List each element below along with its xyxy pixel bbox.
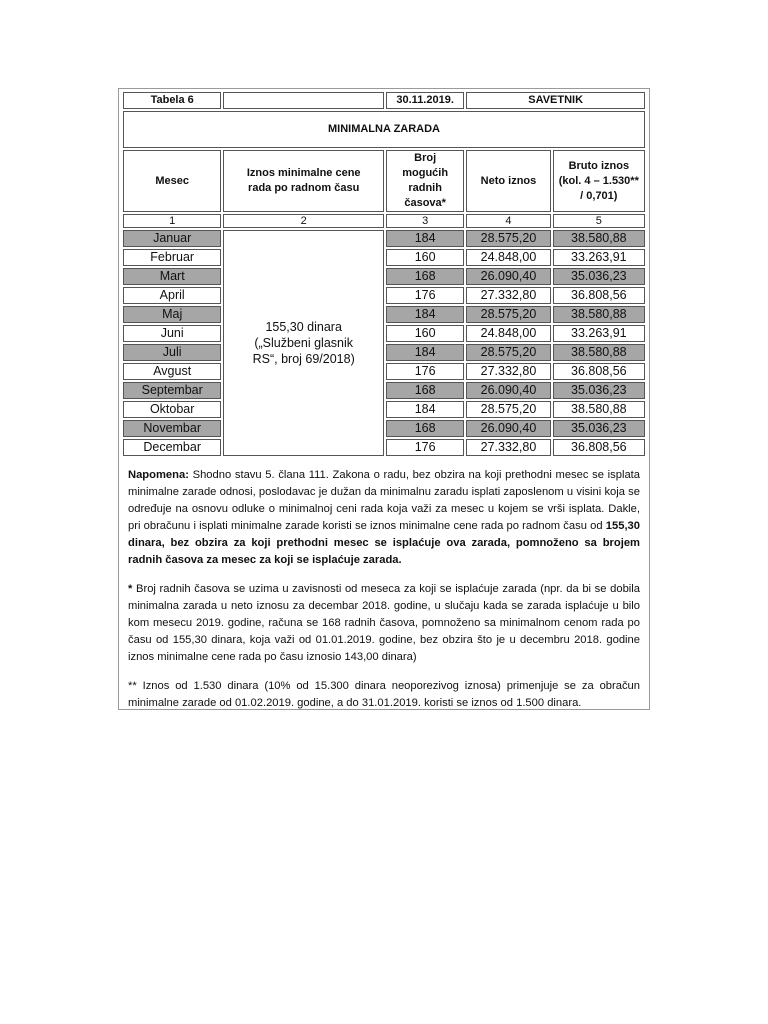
note-text: Shodno stavu 5. člana 111. Zakona o radu, bez obzira na koji prethodni mesec se isplata minimalne zarade odnosi, poslodavac je dužan da minimalnu zaradu isplati zaposlenom u visini koja se određuje na osnovu odluke o minimalnoj ceni rada koja važi za mesec u kojem se vrši isplata. Dakle, pri obračunu i isplati minimalne zarade koristi se iznos minimalne cene rada po radnom času od [128,469,640,532]
neto-cell: 27.332,80 [466,363,550,380]
table-row [123,306,645,323]
neto-cell: 28.575,20 [466,306,550,323]
hours-cell: 184 [386,306,464,323]
hours-cell: 184 [386,401,464,418]
month-cell: Januar [123,230,221,247]
table-row [123,325,645,342]
bruto-cell: 36.808,56 [553,439,645,456]
hours-cell: 168 [386,268,464,285]
month-cell: Septembar [123,382,221,399]
column-number: 1 [123,214,221,228]
header-empty-cell [223,92,384,109]
table-row [123,363,645,380]
column-header-row [123,150,645,212]
table-row [123,344,645,361]
note-asterisk-text: Broj radnih časova se uzima u zavisnosti od meseca za koji se isplaćuje zarada (npr. da bi se dobila minimalna zarada u neto iznosu za decembar 2018. godine, u slučaju kada se zarada isplaćuje u bilo kom mesecu 2019. godine, računa se 168 radnih časova, pomnoženo sa minimalnom cenom rada po času od 155,30 dinara, koja važi od 01.01.2019. godine, bez obzira što je u decembru 2018. godine iznos minimalne cene rada po času iznosio 143,00 dinara) [128,583,640,663]
month-cell: Novembar [123,420,221,437]
hours-cell: 184 [386,230,464,247]
month-cell: Februar [123,249,221,266]
neto-cell: 27.332,80 [466,439,550,456]
table-row [123,439,645,456]
header-row [123,92,645,109]
column-header-month: Mesec [123,150,221,212]
table-row [123,401,645,418]
note-main [128,467,640,569]
neto-cell: 24.848,00 [466,249,550,266]
hours-cell: 160 [386,249,464,266]
month-cell: Juni [123,325,221,342]
table-title: MINIMALNA ZARADA [123,111,645,148]
bruto-cell: 38.580,88 [553,230,645,247]
hours-cell: 176 [386,363,464,380]
neto-cell: 28.575,20 [466,344,550,361]
bruto-cell: 38.580,88 [553,344,645,361]
bruto-cell: 35.036,23 [553,382,645,399]
bruto-cell: 38.580,88 [553,306,645,323]
bruto-cell: 35.036,23 [553,420,645,437]
column-header-bruto: Bruto iznos (kol. 4 – 1.530** / 0,701) [553,150,645,212]
title-row [123,111,645,148]
note-label: Napomena: [128,469,189,481]
document-page [118,88,650,710]
neto-cell: 28.575,20 [466,230,550,247]
month-cell: April [123,287,221,304]
merged-rate-cell: 155,30 dinara („Službeni glasnik RS“, broj 69/2018) [223,230,384,456]
header-date: 30.11.2019. [386,92,464,109]
month-cell: Juli [123,344,221,361]
bruto-cell: 36.808,56 [553,287,645,304]
notes-section [128,467,640,724]
note-double-asterisk-text: ** Iznos od 1.530 dinara (10% od 15.300 dinara neoporezivog iznosa) primenjuje se za obračun minimalne zarade od 01.02.2019. godine, a do 31.01.2019. koristi se iznos od 1.500 dinara. [128,680,640,709]
bruto-cell: 33.263,91 [553,325,645,342]
month-cell: Mart [123,268,221,285]
bruto-cell: 38.580,88 [553,401,645,418]
bruto-cell: 36.808,56 [553,363,645,380]
note-asterisk [128,581,640,666]
column-number: 5 [553,214,645,228]
month-cell: Oktobar [123,401,221,418]
table-row [123,287,645,304]
column-header-hours: Broj mogućih radnih časova* [386,150,464,212]
header-table-number: Tabela 6 [123,92,221,109]
column-number: 3 [386,214,464,228]
table-row [123,382,645,399]
note-double-asterisk [128,678,640,712]
month-cell: Decembar [123,439,221,456]
neto-cell: 28.575,20 [466,401,550,418]
column-number-row [123,214,645,228]
neto-cell: 26.090,40 [466,420,550,437]
hours-cell: 168 [386,420,464,437]
neto-cell: 27.332,80 [466,287,550,304]
table-row [123,249,645,266]
neto-cell: 24.848,00 [466,325,550,342]
hours-cell: 184 [386,344,464,361]
column-header-rate: Iznos minimalne cene rada po radnom času [223,150,384,212]
note-bold-text: 155,30 dinara, bez obzira za koji prethodni mesec se isplaćuje ova zarada, pomnoženo sa brojem radnih časova za mesec za koji se isplaćuje zarada. [128,520,640,566]
hours-cell: 168 [386,382,464,399]
table-row [123,420,645,437]
bruto-cell: 35.036,23 [553,268,645,285]
month-cell: Avgust [123,363,221,380]
neto-cell: 26.090,40 [466,382,550,399]
neto-cell: 26.090,40 [466,268,550,285]
table-row [123,268,645,285]
note-asterisk-mark: * [128,583,133,595]
column-number: 4 [466,214,550,228]
column-number: 2 [223,214,384,228]
hours-cell: 176 [386,439,464,456]
minimum-wage-table [121,90,647,458]
hours-cell: 176 [386,287,464,304]
month-cell: Maj [123,306,221,323]
header-brand: SAVETNIK [466,92,645,109]
column-header-neto: Neto iznos [466,150,550,212]
bruto-cell: 33.263,91 [553,249,645,266]
table-row [123,230,645,247]
hours-cell: 160 [386,325,464,342]
